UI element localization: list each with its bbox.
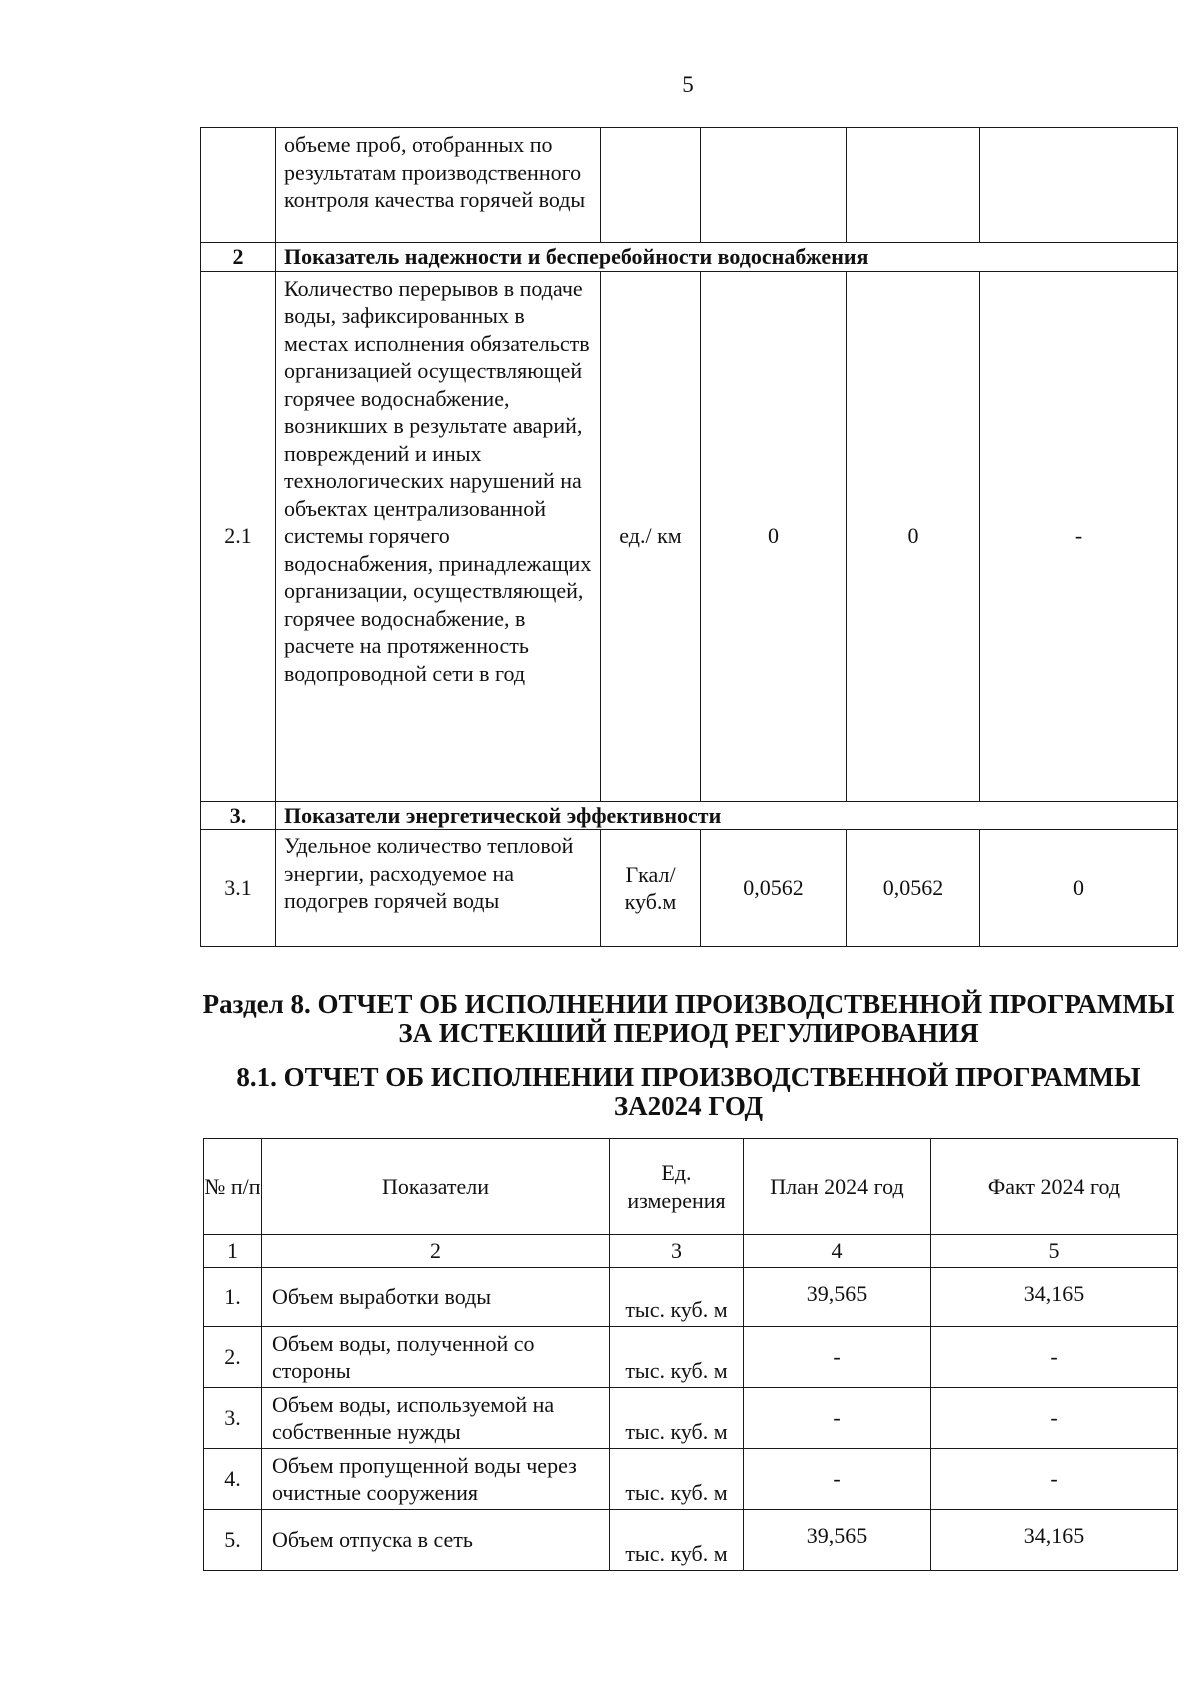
plan-value: - [744,1388,931,1449]
indicator-name: Объем пропущенной воды через очистные сооружения [262,1449,610,1510]
column-header: Факт 2024 год [931,1139,1178,1235]
column-number: 3 [610,1235,744,1268]
value-cell [701,128,847,243]
unit-cell: тыс. куб. м [610,1327,744,1388]
row-number: 1. [204,1268,262,1327]
plan-value: 39,565 [744,1268,931,1327]
unit-cell: тыс. куб. м [610,1449,744,1510]
value-cell: 0,0562 [701,830,847,947]
column-number: 2 [262,1235,610,1268]
column-header: Ед. измерения [610,1139,744,1235]
value-cell [980,128,1178,243]
fact-value: - [931,1327,1178,1388]
row-number: 2.1 [201,271,276,801]
value-cell: 0 [980,830,1178,947]
plan-value: 39,565 [744,1510,931,1571]
fact-value: 34,165 [931,1510,1178,1571]
unit-cell: тыс. куб. м [610,1388,744,1449]
table-row [201,128,1178,243]
row-number: 3. [204,1388,262,1449]
unit-cell: тыс. куб. м [610,1268,744,1327]
column-number-row [204,1235,1178,1268]
value-cell [847,128,980,243]
unit-cell [601,128,701,243]
unit-cell: ед./ км [601,271,701,801]
plan-value: - [744,1327,931,1388]
indicator-name: Количество перерывов в подаче воды, зафиксированных в местах исполнения обязательств организацией осуществляющей горячее водоснабжение, возникших в результате аварий, повреждений и иных технологических нарушений на объектах централизованной системы горячего водоснабжения, принадлежащих организации, осуществляющей, горячее водоснабжение, в расчете на протяженность водопроводной сети в год [276,271,601,801]
table-row [204,1327,1178,1388]
indicator-name: Удельное количество тепловой энергии, расходуемое на подогрев горячей воды [276,830,601,947]
row-number: 4. [204,1449,262,1510]
subsection-title: 8.1. ОТЧЕТ ОБ ИСПОЛНЕНИИ ПРОИЗВОДСТВЕННОЙ ПРОГРАММЫ ЗА2024 ГОД [236,1062,1141,1121]
column-number: 1 [204,1235,262,1268]
indicator-name: Объем воды, полученной со стороны [262,1327,610,1388]
indicator-name: Объем воды, используемой на собственные нужды [262,1388,610,1449]
value-cell: 0 [847,271,980,801]
value-cell: - [980,271,1178,801]
section-row [201,243,1178,272]
table-row [204,1268,1178,1327]
indicators-table-continued [200,127,1178,947]
section-title: Показатель надежности и бесперебойности водоснабжения [276,243,1178,272]
row-number [201,128,276,243]
unit-cell: Гкал/ куб.м [601,830,701,947]
fact-value: - [931,1388,1178,1449]
indicator-name: Объем выработки воды [262,1268,610,1327]
section-title: Раздел 8. ОТЧЕТ ОБ ИСПОЛНЕНИИ ПРОИЗВОДСТВЕННОЙ ПРОГРАММЫ ЗА ИСТЕКШИЙ ПЕРИОД РЕГУЛИРОВАНИЯ [202,989,1175,1048]
table-row [204,1510,1178,1571]
fact-value: 34,165 [931,1268,1178,1327]
column-number: 4 [744,1235,931,1268]
section-number: 2 [201,243,276,272]
section-number: 3. [201,801,276,830]
row-number: 3.1 [201,830,276,947]
table-row [201,271,1178,801]
value-cell: 0 [701,271,847,801]
fact-value: - [931,1449,1178,1510]
indicator-name: объеме проб, отобранных по результатам производственного контроля качества горячей воды [276,128,601,243]
table-row [201,830,1178,947]
column-header: Показатели [262,1139,610,1235]
row-number: 5. [204,1510,262,1571]
page-number: 5 [682,72,694,97]
unit-cell: тыс. куб. м [610,1510,744,1571]
table-row [204,1449,1178,1510]
production-program-report-table [203,1138,1178,1571]
value-cell: 0,0562 [847,830,980,947]
table-row [204,1388,1178,1449]
table-header-row [204,1139,1178,1235]
indicator-name: Объем отпуска в сеть [262,1510,610,1571]
section-title: Показатели энергетической эффективности [276,801,1178,830]
column-header: План 2024 год [744,1139,931,1235]
column-header: № п/п [204,1139,262,1235]
plan-value: - [744,1449,931,1510]
row-number: 2. [204,1327,262,1388]
column-number: 5 [931,1235,1178,1268]
section-row [201,801,1178,830]
